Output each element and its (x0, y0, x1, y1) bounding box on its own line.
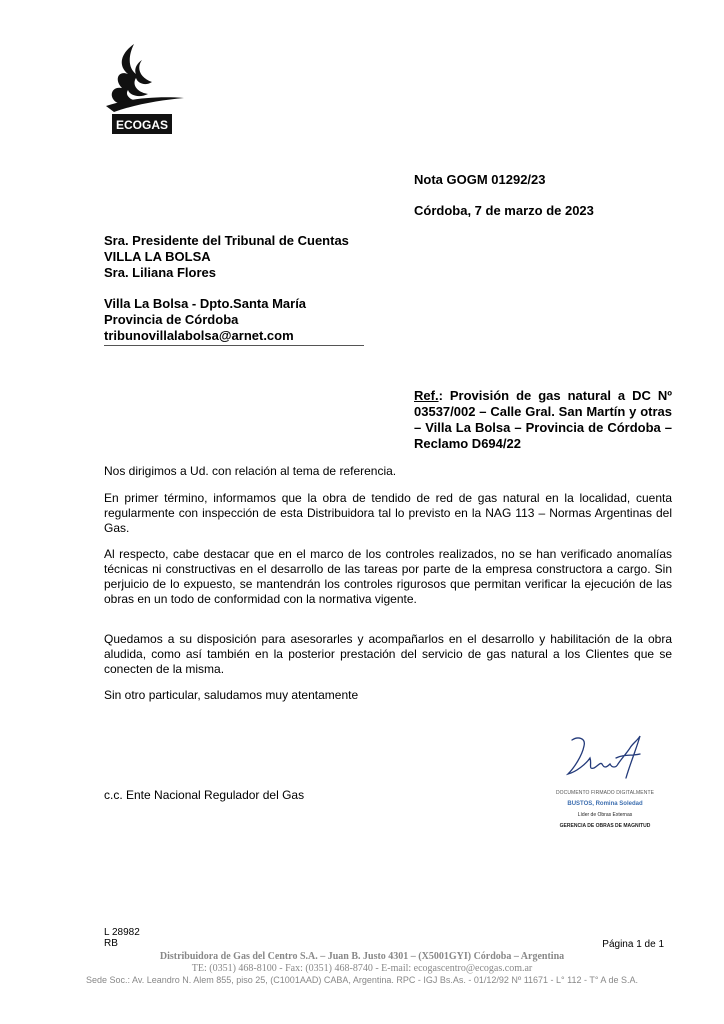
note-number: Nota GOGM 01292/23 (414, 172, 546, 187)
recipient-line-4: Villa La Bolsa - Dpto.Santa María (104, 296, 307, 311)
ecogas-logo (100, 40, 186, 140)
recipient-address (104, 296, 364, 346)
footer-ref-1: L 28982 (104, 927, 140, 938)
footer-reference (104, 927, 140, 949)
letter-date: Córdoba, 7 de marzo de 2023 (414, 203, 594, 218)
paragraph-4: Quedamos a su disposición para asesorarles y acompañarlos en el desarrollo y habilitación de la obra aludida, como así también en la posterior prestación del servicio de gas natural a los Clientes que se conecten de la misma. (104, 632, 672, 676)
handwritten-signature-icon (560, 728, 650, 786)
footer-company: Distribuidora de Gas del Centro S.A. – Juan B. Justo 4301 – (X5001GYI) Córdoba – Argentina (159, 951, 565, 962)
reference-block (414, 388, 672, 452)
recipient-email: tribunovillalabolsa@arnet.com (104, 328, 294, 343)
page-number: Página 1 de 1 (602, 939, 664, 950)
signer-role: Líder de Obras Externas (577, 812, 633, 818)
signer-department: GERENCIA DE OBRAS DE MAGNITUD (559, 823, 651, 829)
signature-stamp: DOCUMENTO FIRMADO DIGITALMENTE (555, 790, 655, 796)
recipient-line-2: VILLA LA BOLSA (104, 249, 211, 264)
flame-icon (100, 40, 186, 140)
paragraph-2: En primer término, informamos que la obra de tendido de red de gas natural en la localidad, cuenta regularmente con inspección de esta Distribuidora tal lo previsto en la NAG 113 – Normas Argentinas del Gas. (104, 491, 672, 535)
recipient-line-1: Sra. Presidente del Tribunal de Cuentas (104, 233, 349, 248)
reference-text: : Provisión de gas natural a DC Nº 03537/002 – Calle Gral. San Martín y otras – Villa La Bolsa – Provincia de Córdoba – Reclamo D694/22 (414, 388, 672, 451)
recipient-line-5: Provincia de Córdoba (104, 312, 239, 327)
recipient-block (104, 233, 349, 281)
footer-contact: TE: (0351) 468-8100 - Fax: (0351) 468-8740 - E-mail: ecogascentro@ecogas.com.ar (191, 963, 533, 974)
paragraph-3: Al respecto, cabe destacar que en el marco de los controles realizados, no se han verificado anomalías técnicas ni constructivas en el desarrollo de las tareas por parte de la empresa constructora a cargo. Sin perjuicio de lo expuesto, se mantendrán los controles rigurosos que permitan verificar la ejecución de las obras en un todo de conformidad con la normativa vigente. (104, 547, 672, 606)
digital-signature (540, 728, 670, 838)
reference-label: Ref. (414, 388, 439, 403)
footer-ref-2: RB (104, 938, 118, 949)
brand-text: ECOGAS (115, 118, 169, 132)
carbon-copy: c.c. Ente Nacional Regulador del Gas (104, 788, 305, 802)
footer-registered-office: Sede Soc.: Av. Leandro N. Alem 855, piso 25, (C1001AAD) CABA, Argentina. RPC - IGJ Bs.As. - 01/12/92 Nº 11671 - L° 112 - T° A de S.A. (86, 975, 638, 985)
signer-name: BUSTOS, Romina Soledad (567, 801, 643, 807)
recipient-line-3: Sra. Liliana Flores (104, 265, 216, 280)
closing-line: Sin otro particular, saludamos muy atentamente (104, 688, 359, 702)
paragraph-1: Nos dirigimos a Ud. con relación al tema de referencia. (104, 464, 397, 478)
